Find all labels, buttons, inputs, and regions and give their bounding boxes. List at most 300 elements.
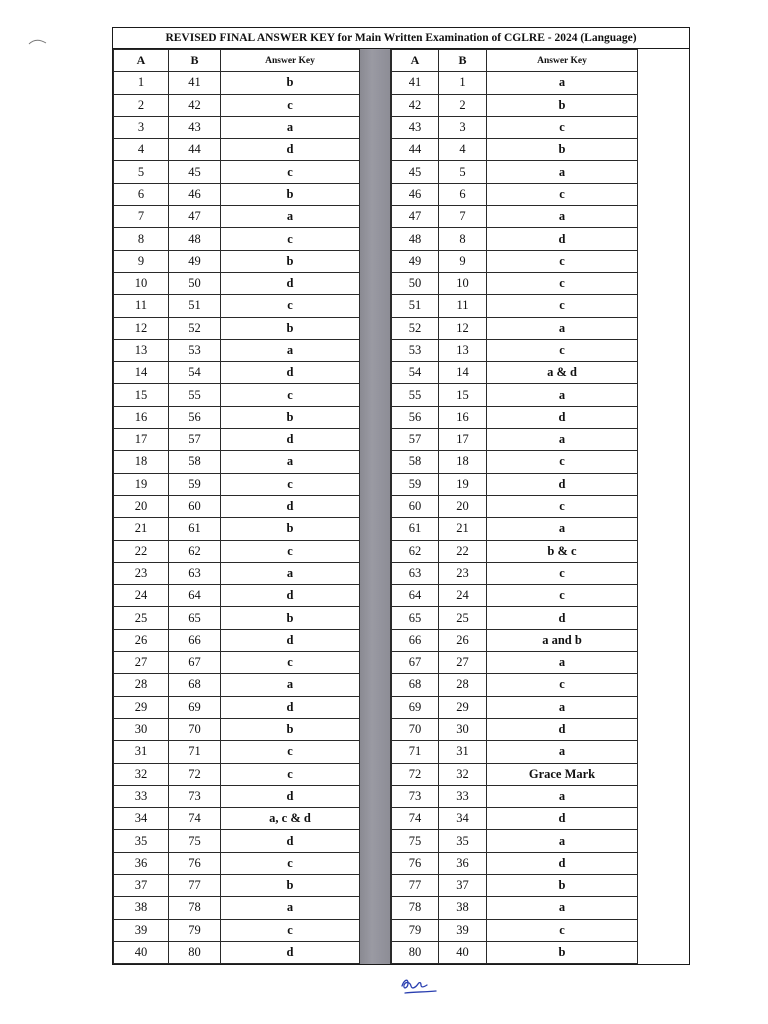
answer-key-cell: b: [221, 250, 360, 272]
question-number-b: 73: [169, 785, 221, 807]
question-number-a: 21: [114, 518, 169, 540]
table-row: [114, 384, 360, 406]
question-number-b: 44: [169, 139, 221, 161]
question-number-a: 5: [114, 161, 169, 183]
answer-key-cell: a: [221, 562, 360, 584]
table-row: [392, 94, 638, 116]
question-number-b: 46: [169, 183, 221, 205]
question-number-b: 33: [439, 785, 487, 807]
question-number-a: 43: [392, 116, 439, 138]
answer-key-cell: a and b: [487, 629, 638, 651]
question-number-b: 72: [169, 763, 221, 785]
question-number-b: 40: [439, 941, 487, 963]
answer-key-cell: a: [221, 206, 360, 228]
question-number-a: 68: [392, 674, 439, 696]
answer-key-cell: b: [221, 72, 360, 94]
question-number-b: 43: [169, 116, 221, 138]
question-number-a: 8: [114, 228, 169, 250]
question-number-b: 2: [439, 94, 487, 116]
answer-key-cell: c: [487, 295, 638, 317]
question-number-a: 60: [392, 495, 439, 517]
answer-key-cell: a: [221, 674, 360, 696]
table-row: [114, 785, 360, 807]
question-number-a: 66: [392, 629, 439, 651]
question-number-b: 75: [169, 830, 221, 852]
question-number-a: 1: [114, 72, 169, 94]
table-row: [392, 228, 638, 250]
question-number-b: 35: [439, 830, 487, 852]
question-number-a: 12: [114, 317, 169, 339]
answer-key-cell: b: [221, 607, 360, 629]
question-number-b: 56: [169, 406, 221, 428]
question-number-a: 55: [392, 384, 439, 406]
answer-key-cell: d: [221, 272, 360, 294]
question-number-b: 16: [439, 406, 487, 428]
answer-key-cell: c: [487, 272, 638, 294]
table-row: [114, 919, 360, 941]
question-number-a: 18: [114, 451, 169, 473]
question-number-b: 20: [439, 495, 487, 517]
question-number-a: 31: [114, 741, 169, 763]
question-number-b: 68: [169, 674, 221, 696]
right-answer-table: [391, 49, 637, 964]
question-number-a: 80: [392, 941, 439, 963]
table-row: [114, 808, 360, 830]
question-number-a: 34: [114, 808, 169, 830]
question-number-a: 39: [114, 919, 169, 941]
table-row: [114, 718, 360, 740]
question-number-a: 78: [392, 897, 439, 919]
question-number-b: 9: [439, 250, 487, 272]
answer-key-cell: c: [487, 183, 638, 205]
table-row: [392, 562, 638, 584]
question-number-b: 38: [439, 897, 487, 919]
question-number-a: 53: [392, 339, 439, 361]
answer-key-cell: a: [487, 696, 638, 718]
question-number-b: 32: [439, 763, 487, 785]
table-row: [114, 830, 360, 852]
question-number-b: 5: [439, 161, 487, 183]
question-number-a: 10: [114, 272, 169, 294]
question-number-a: 64: [392, 585, 439, 607]
answer-key-cell: b: [221, 183, 360, 205]
table-header-row: [392, 50, 638, 72]
question-number-b: 42: [169, 94, 221, 116]
answer-key-cell: a: [487, 652, 638, 674]
question-number-a: 24: [114, 585, 169, 607]
answer-key-cell: c: [221, 295, 360, 317]
question-number-b: 65: [169, 607, 221, 629]
answer-key-cell: b: [221, 874, 360, 896]
answer-key-cell: c: [487, 451, 638, 473]
answer-key-cell: a: [487, 429, 638, 451]
table-row: [392, 607, 638, 629]
question-number-a: 40: [114, 941, 169, 963]
table-row: [114, 941, 360, 963]
table-row: [114, 317, 360, 339]
question-number-b: 48: [169, 228, 221, 250]
question-number-b: 55: [169, 384, 221, 406]
answer-key-cell: c: [221, 919, 360, 941]
table-row: [392, 206, 638, 228]
question-number-a: 72: [392, 763, 439, 785]
answer-key-cell: d: [487, 228, 638, 250]
answer-key-cell: b: [221, 718, 360, 740]
answer-key-cell: b & c: [487, 540, 638, 562]
answer-key-cell: c: [221, 161, 360, 183]
question-number-a: 77: [392, 874, 439, 896]
question-number-b: 7: [439, 206, 487, 228]
question-number-b: 29: [439, 696, 487, 718]
question-number-b: 54: [169, 362, 221, 384]
question-number-a: 14: [114, 362, 169, 384]
table-row: [114, 874, 360, 896]
table-row: [114, 116, 360, 138]
question-number-b: 62: [169, 540, 221, 562]
question-number-a: 76: [392, 852, 439, 874]
table-row: [392, 183, 638, 205]
table-row: [392, 295, 638, 317]
question-number-a: 70: [392, 718, 439, 740]
table-row: [392, 250, 638, 272]
answer-key-cell: c: [487, 674, 638, 696]
question-number-a: 19: [114, 473, 169, 495]
table-row: [114, 183, 360, 205]
table-row: [392, 629, 638, 651]
table-row: [114, 540, 360, 562]
answer-key-cell: c: [221, 94, 360, 116]
table-row: [114, 629, 360, 651]
question-number-a: 62: [392, 540, 439, 562]
question-number-b: 18: [439, 451, 487, 473]
question-number-b: 41: [169, 72, 221, 94]
table-row: [114, 228, 360, 250]
answer-key-cell: d: [221, 696, 360, 718]
question-number-a: 13: [114, 339, 169, 361]
question-number-a: 75: [392, 830, 439, 852]
question-number-a: 29: [114, 696, 169, 718]
answer-key-cell: d: [221, 429, 360, 451]
question-number-a: 73: [392, 785, 439, 807]
question-number-a: 57: [392, 429, 439, 451]
answer-key-cell: b: [487, 874, 638, 896]
question-number-a: 2: [114, 94, 169, 116]
question-number-a: 71: [392, 741, 439, 763]
table-row: [114, 295, 360, 317]
answer-key-cell: c: [221, 741, 360, 763]
answer-key-cell: a: [487, 317, 638, 339]
document-title: REVISED FINAL ANSWER KEY for Main Written Examination of CGLRE - 2024 (Language): [113, 28, 689, 49]
answer-key-cell: d: [487, 473, 638, 495]
column-header-answer-key: Answer Key: [487, 50, 638, 72]
left-table-body: [114, 72, 360, 964]
table-row: [114, 495, 360, 517]
question-number-a: 22: [114, 540, 169, 562]
question-number-a: 74: [392, 808, 439, 830]
table-row: [392, 830, 638, 852]
question-number-b: 49: [169, 250, 221, 272]
answer-key-cell: b: [221, 406, 360, 428]
question-number-b: 19: [439, 473, 487, 495]
table-row: [114, 696, 360, 718]
table-row: [392, 518, 638, 540]
question-number-a: 7: [114, 206, 169, 228]
answer-key-cell: a: [221, 116, 360, 138]
answer-key-cell: b: [487, 941, 638, 963]
question-number-b: 13: [439, 339, 487, 361]
answer-key-cell: d: [221, 139, 360, 161]
table-row: [114, 652, 360, 674]
table-row: [114, 451, 360, 473]
table-row: [114, 72, 360, 94]
answer-key-cell: a: [221, 897, 360, 919]
question-number-b: 24: [439, 585, 487, 607]
table-row: [114, 852, 360, 874]
question-number-a: 32: [114, 763, 169, 785]
answer-key-cell: a: [487, 741, 638, 763]
question-number-b: 57: [169, 429, 221, 451]
table-row: [392, 785, 638, 807]
table-row: [392, 652, 638, 674]
answer-key-cell: d: [221, 585, 360, 607]
column-header-a: A: [392, 50, 439, 72]
table-row: [392, 941, 638, 963]
answer-key-cell: d: [221, 941, 360, 963]
table-row: [392, 874, 638, 896]
question-number-a: 23: [114, 562, 169, 584]
question-number-b: 52: [169, 317, 221, 339]
table-row: [114, 607, 360, 629]
question-number-a: 35: [114, 830, 169, 852]
table-row: [392, 585, 638, 607]
answer-key-cell: c: [221, 384, 360, 406]
answer-key-cell: a: [487, 161, 638, 183]
question-number-b: 60: [169, 495, 221, 517]
table-row: [392, 919, 638, 941]
table-row: [392, 540, 638, 562]
table-row: [392, 808, 638, 830]
question-number-b: 6: [439, 183, 487, 205]
table-row: [114, 206, 360, 228]
question-number-b: 47: [169, 206, 221, 228]
question-number-b: 78: [169, 897, 221, 919]
question-number-b: 37: [439, 874, 487, 896]
answer-key-cell: d: [221, 629, 360, 651]
question-number-b: 76: [169, 852, 221, 874]
table-row: [114, 339, 360, 361]
table-row: [392, 406, 638, 428]
center-divider: [359, 49, 391, 964]
question-number-b: 23: [439, 562, 487, 584]
answer-key-cell: c: [221, 763, 360, 785]
question-number-b: 21: [439, 518, 487, 540]
question-number-a: 27: [114, 652, 169, 674]
question-number-a: 54: [392, 362, 439, 384]
table-row: [392, 72, 638, 94]
handwritten-signature: [396, 972, 440, 998]
table-row: [114, 562, 360, 584]
question-number-a: 33: [114, 785, 169, 807]
question-number-b: 45: [169, 161, 221, 183]
question-number-b: 10: [439, 272, 487, 294]
scan-mark-decoration: [28, 36, 48, 46]
table-row: [392, 763, 638, 785]
question-number-b: 30: [439, 718, 487, 740]
left-answer-table: [113, 49, 359, 964]
answer-key-cell: a & d: [487, 362, 638, 384]
answer-key-cell: d: [487, 406, 638, 428]
table-row: [114, 674, 360, 696]
answer-key-cell: c: [487, 250, 638, 272]
question-number-b: 25: [439, 607, 487, 629]
answer-key-cell: b: [487, 139, 638, 161]
question-number-b: 51: [169, 295, 221, 317]
question-number-a: 51: [392, 295, 439, 317]
question-number-b: 58: [169, 451, 221, 473]
question-number-a: 49: [392, 250, 439, 272]
table-row: [114, 429, 360, 451]
table-row: [114, 272, 360, 294]
question-number-b: 61: [169, 518, 221, 540]
table-row: [392, 139, 638, 161]
table-row: [114, 585, 360, 607]
question-number-a: 48: [392, 228, 439, 250]
answer-key-cell: d: [487, 718, 638, 740]
question-number-a: 25: [114, 607, 169, 629]
answer-key-cell: b: [221, 317, 360, 339]
table-row: [114, 473, 360, 495]
table-row: [114, 518, 360, 540]
question-number-b: 69: [169, 696, 221, 718]
column-header-b: B: [439, 50, 487, 72]
question-number-b: 27: [439, 652, 487, 674]
answer-key-cell: d: [487, 808, 638, 830]
question-number-a: 45: [392, 161, 439, 183]
table-row: [114, 250, 360, 272]
question-number-a: 30: [114, 718, 169, 740]
question-number-b: 63: [169, 562, 221, 584]
answer-key-cell: c: [221, 473, 360, 495]
question-number-b: 53: [169, 339, 221, 361]
question-number-a: 50: [392, 272, 439, 294]
question-number-a: 52: [392, 317, 439, 339]
answer-key-cell: d: [221, 495, 360, 517]
question-number-b: 14: [439, 362, 487, 384]
question-number-b: 74: [169, 808, 221, 830]
table-row: [114, 897, 360, 919]
question-number-a: 20: [114, 495, 169, 517]
question-number-a: 47: [392, 206, 439, 228]
answer-key-cell: d: [487, 607, 638, 629]
question-number-a: 3: [114, 116, 169, 138]
question-number-a: 28: [114, 674, 169, 696]
question-number-a: 58: [392, 451, 439, 473]
answer-key-cell: c: [221, 652, 360, 674]
answer-key-cell: a: [487, 897, 638, 919]
answer-key-cell: d: [221, 830, 360, 852]
question-number-b: 22: [439, 540, 487, 562]
question-number-a: 59: [392, 473, 439, 495]
answer-key-columns: [113, 49, 689, 964]
table-row: [392, 718, 638, 740]
question-number-b: 8: [439, 228, 487, 250]
table-row: [114, 362, 360, 384]
column-header-a: A: [114, 50, 169, 72]
answer-key-cell: d: [221, 362, 360, 384]
question-number-a: 9: [114, 250, 169, 272]
question-number-a: 11: [114, 295, 169, 317]
table-row: [392, 339, 638, 361]
question-number-a: 4: [114, 139, 169, 161]
table-row: [114, 161, 360, 183]
question-number-a: 65: [392, 607, 439, 629]
question-number-b: 3: [439, 116, 487, 138]
table-row: [392, 362, 638, 384]
question-number-b: 50: [169, 272, 221, 294]
table-row: [392, 384, 638, 406]
table-row: [114, 763, 360, 785]
question-number-b: 4: [439, 139, 487, 161]
answer-key-cell: c: [487, 562, 638, 584]
question-number-b: 67: [169, 652, 221, 674]
column-header-b: B: [169, 50, 221, 72]
question-number-b: 12: [439, 317, 487, 339]
question-number-b: 1: [439, 72, 487, 94]
question-number-a: 44: [392, 139, 439, 161]
question-number-b: 70: [169, 718, 221, 740]
answer-key-cell: c: [221, 540, 360, 562]
question-number-a: 17: [114, 429, 169, 451]
answer-key-cell: c: [221, 852, 360, 874]
table-row: [392, 161, 638, 183]
answer-key-cell: c: [487, 116, 638, 138]
question-number-b: 11: [439, 295, 487, 317]
question-number-b: 77: [169, 874, 221, 896]
question-number-b: 79: [169, 919, 221, 941]
answer-key-sheet: [112, 27, 690, 965]
question-number-a: 42: [392, 94, 439, 116]
answer-key-cell: Grace Mark: [487, 763, 638, 785]
question-number-b: 36: [439, 852, 487, 874]
table-row: [114, 139, 360, 161]
table-row: [392, 429, 638, 451]
question-number-b: 39: [439, 919, 487, 941]
question-number-a: 69: [392, 696, 439, 718]
question-number-b: 28: [439, 674, 487, 696]
table-row: [114, 406, 360, 428]
column-header-answer-key: Answer Key: [221, 50, 360, 72]
question-number-b: 15: [439, 384, 487, 406]
question-number-a: 26: [114, 629, 169, 651]
question-number-a: 46: [392, 183, 439, 205]
table-row: [392, 696, 638, 718]
answer-key-cell: a: [487, 206, 638, 228]
question-number-b: 59: [169, 473, 221, 495]
answer-key-cell: c: [221, 228, 360, 250]
answer-key-cell: a, c & d: [221, 808, 360, 830]
question-number-b: 71: [169, 741, 221, 763]
table-row: [392, 317, 638, 339]
answer-key-cell: a: [487, 384, 638, 406]
table-row: [392, 852, 638, 874]
question-number-a: 36: [114, 852, 169, 874]
question-number-a: 67: [392, 652, 439, 674]
answer-key-cell: b: [487, 94, 638, 116]
answer-key-cell: c: [487, 585, 638, 607]
table-row: [392, 116, 638, 138]
answer-key-cell: c: [487, 919, 638, 941]
question-number-a: 61: [392, 518, 439, 540]
